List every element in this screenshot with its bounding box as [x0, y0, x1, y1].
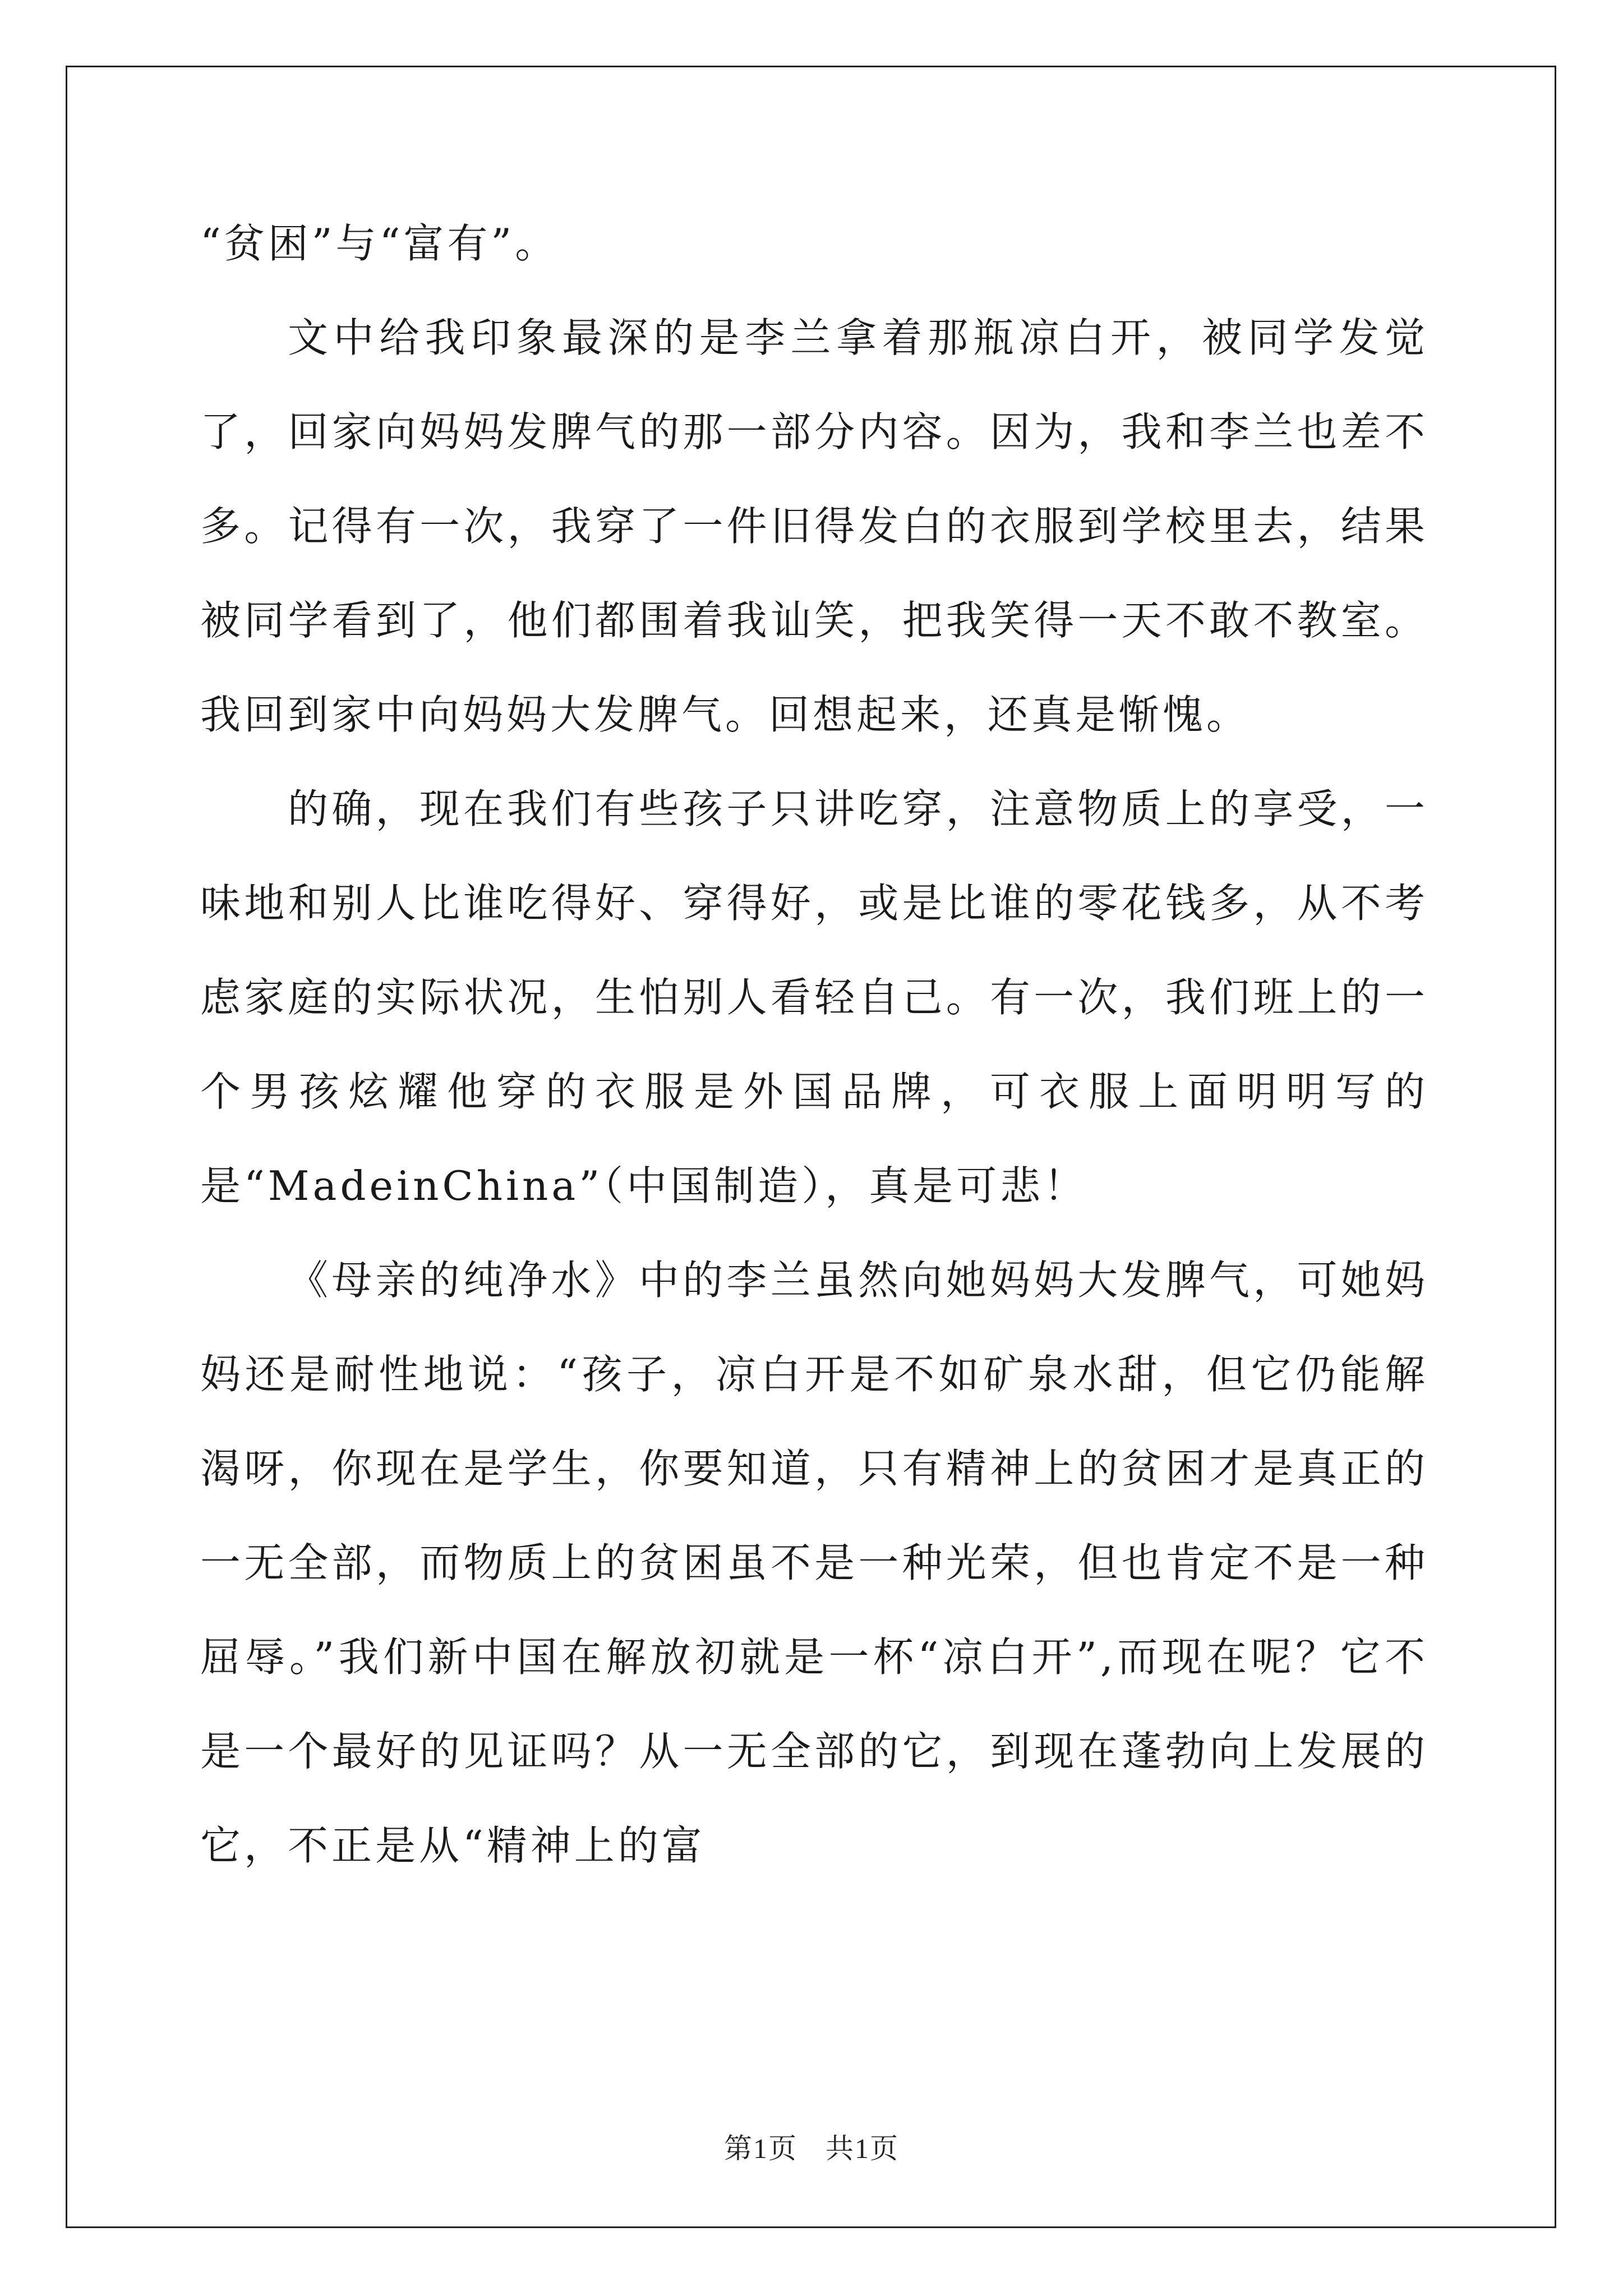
paragraph-impression: 文中给我印象最深的是李兰拿着那瓶凉白开，被同学发觉了，回家向妈妈发脾气的那一部分内容。因为，我和李兰也差不多。记得有一次，我穿了一件旧得发白的衣服到学校里去，结果被同学看到了，他们都围着我讪笑，把我笑得一天不敢不教室。我回到家中向妈妈大发脾气。回想起来，还真是惭愧。 — [200, 314, 1428, 738]
page-total: 共1页 — [826, 2133, 899, 2164]
page-number: 第1页 — [724, 2133, 797, 2164]
paragraph-mother-water: 《母亲的纯净水》中的李兰虽然向她妈妈大发脾气，可她妈妈还是耐性地说：“孩子，凉白开是不如矿泉水甜，但它仍能解渴呀，你现在是学生，你要知道，只有精神上的贫困才是真正的一无全部，而物质上的贫困虽不是一种光荣，但也肯定不是一种屈辱。”我们新中国在解放初就是一杯“凉白开”,而现在呢？它不是一个最好的见证吗？从一无全部的它，到现在蓬勃向上发展的它，不正是从“精神上的富 — [200, 1257, 1428, 1869]
paragraph-material: 的确，现在我们有些孩子只讲吃穿，注意物质上的享受，一味地和别人比谁吃得好、穿得好，或是比谁的零花钱多，从不考虑家庭的实际状况，生怕别人看轻自己。有一次，我们班上的一个男孩炫耀他穿的衣服是外国品牌，可衣服上面明明写的是“MadeinChina”（中国制造），真是可悲！ — [200, 785, 1428, 1209]
document-body — [200, 196, 1428, 1893]
page-footer — [0, 2126, 1623, 2166]
paragraph-continuation: “贫困”与“富有”。 — [200, 220, 559, 267]
